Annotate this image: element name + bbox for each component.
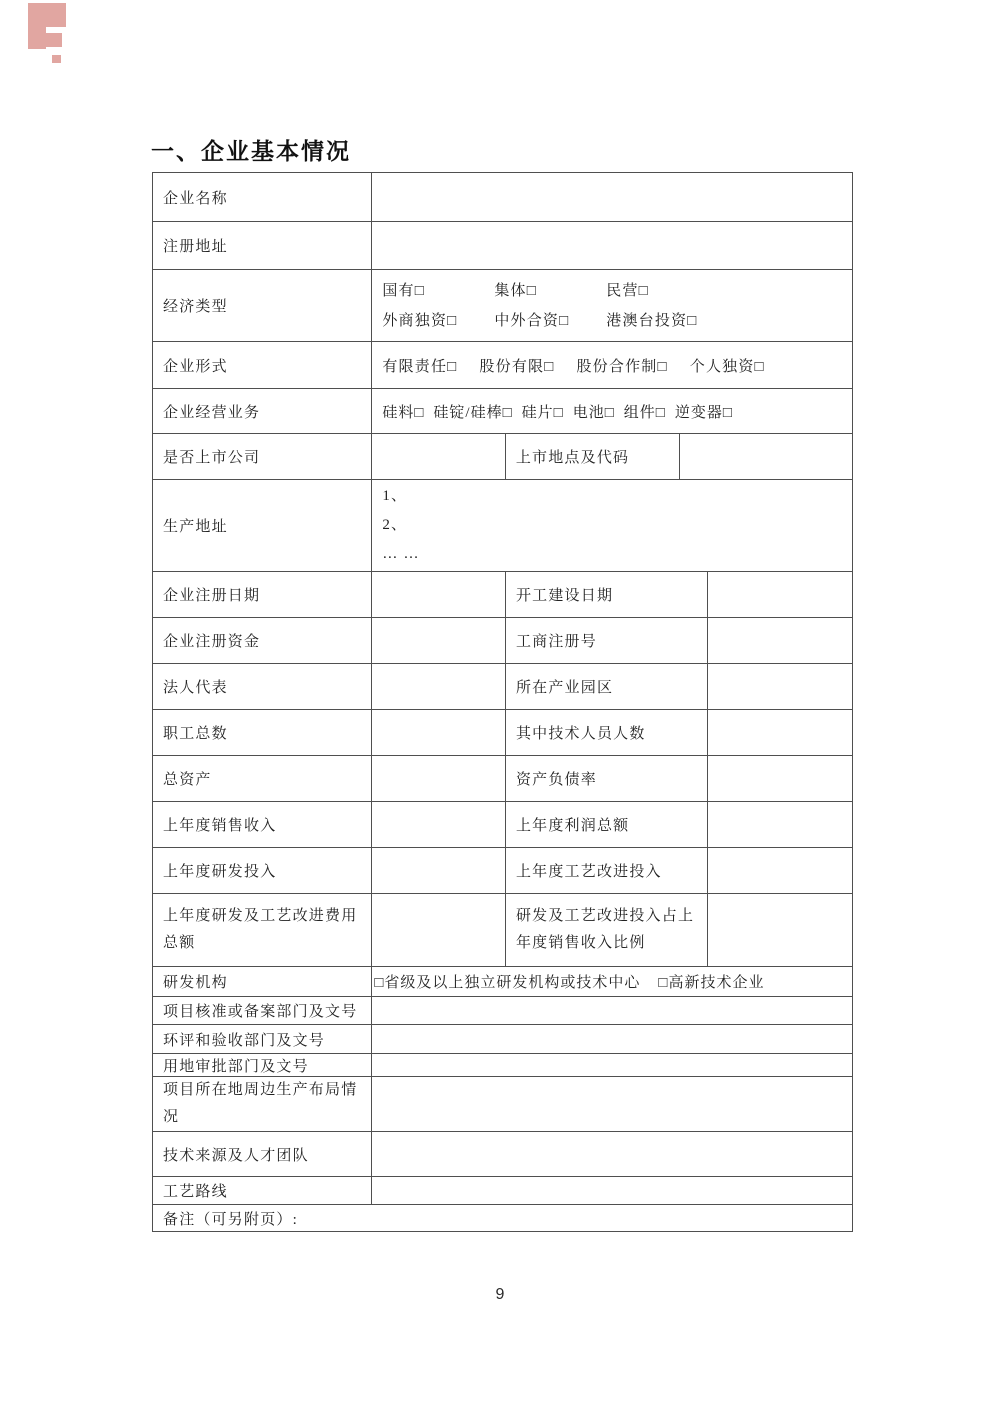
checkbox-option: 中外合资□: [494, 312, 570, 329]
field-value: [707, 894, 852, 966]
field-value: [371, 894, 505, 966]
row-rd-investment: [153, 847, 852, 893]
field-value: [707, 618, 852, 663]
field-label: 法人代表: [163, 680, 228, 696]
checkbox-option: 硅片□: [521, 404, 564, 421]
row-economic-type: [153, 269, 852, 341]
field-label: [153, 894, 371, 966]
field-label: 技术来源及人才团队: [163, 1147, 309, 1164]
row-legal-representative: [153, 663, 852, 709]
field-label: 开工建设日期: [505, 572, 707, 617]
field-value: [371, 802, 505, 847]
section-title: 一、企业基本情况: [151, 138, 351, 164]
field-label: 企业注册日期: [163, 588, 261, 604]
field-label: 上年度工艺改进投入: [505, 848, 707, 893]
field-label: 环评和验收部门及文号: [163, 1032, 326, 1049]
field-value: [371, 710, 505, 755]
row-technology-source: [153, 1131, 852, 1176]
field-value: [707, 802, 852, 847]
field-label: 企业名称: [163, 190, 228, 207]
field-value: [707, 664, 852, 709]
row-remark: [153, 1204, 852, 1231]
field-label: 项目核准或备案部门及文号: [163, 1004, 358, 1020]
checkbox-option: 集体□: [494, 282, 537, 299]
options-line-1: [382, 276, 713, 306]
row-company-form: [153, 341, 852, 388]
row-company-name: [153, 173, 852, 221]
checkbox-option: 股份有限□: [479, 358, 555, 375]
row-listed-company: [153, 433, 852, 479]
field-label: 上年度研发投入: [163, 864, 277, 880]
checkbox-option: 个人独资□: [689, 358, 765, 375]
checkbox-option: 硅锭/硅棒□: [433, 404, 513, 421]
field-label: 是否上市公司: [163, 450, 261, 466]
field-options: [371, 389, 852, 433]
page-number: 9: [495, 1286, 505, 1303]
field-value: [707, 848, 852, 893]
field-label: 所在产业园区: [505, 664, 707, 709]
field-label: 企业形式: [163, 358, 228, 375]
field-label: 企业注册资金: [163, 634, 261, 650]
field-label-text: 研发及工艺改进投入占上年度销售收入比例: [515, 908, 695, 951]
field-label-text: 项目所在地周边生产布局情况: [163, 1082, 358, 1125]
row-sales-revenue: [153, 801, 852, 847]
checkbox-option: 国有□: [382, 282, 426, 299]
field-value: [371, 848, 505, 893]
row-surrounding-layout: [153, 1076, 852, 1131]
enterprise-info-table: [152, 172, 853, 1232]
field-value: [371, 664, 505, 709]
row-rd-process-expense: [153, 893, 852, 966]
address-line: 1、: [382, 488, 408, 504]
field-options: [371, 967, 852, 996]
field-value: [371, 1054, 852, 1076]
checkbox-option: 外商独资□: [382, 312, 458, 329]
stamp-artifact: [28, 27, 46, 49]
checkbox-option: 民营□: [606, 282, 649, 299]
field-value: [707, 756, 852, 801]
field-label: 备注（可另附页）:: [163, 1211, 298, 1228]
field-value: [371, 480, 852, 571]
checkbox-option: 组件□: [623, 404, 666, 421]
field-value: [371, 997, 852, 1024]
row-production-address: [153, 479, 852, 571]
field-value: [371, 1077, 852, 1131]
row-registration-date: [153, 571, 852, 617]
field-value: [371, 572, 505, 617]
field-label: 上市地点及代码: [505, 434, 679, 479]
row-total-assets: [153, 755, 852, 801]
row-employee-count: [153, 709, 852, 755]
field-options: [371, 342, 852, 388]
field-label: 资产负债率: [505, 756, 707, 801]
address-line: 2、: [382, 517, 408, 533]
stamp-artifact: [52, 55, 61, 63]
field-label: 经济类型: [163, 299, 228, 315]
field-label: 职工总数: [163, 726, 228, 742]
row-process-route: [153, 1176, 852, 1204]
field-label: 上年度销售收入: [163, 818, 277, 834]
row-project-approval: [153, 996, 852, 1024]
stamp-artifact: [46, 33, 62, 47]
field-label-text: 上年度研发及工艺改进费用总额: [163, 908, 358, 951]
row-registered-address: [153, 221, 852, 269]
field-value: [371, 222, 852, 269]
field-label: 用地审批部门及文号: [163, 1058, 309, 1075]
row-rd-institution: [153, 966, 852, 996]
stamp-artifact: [28, 3, 66, 27]
checkbox-option: 有限责任□: [382, 358, 458, 375]
field-options: [371, 270, 852, 341]
field-value: [371, 1177, 852, 1204]
field-value: [707, 710, 852, 755]
checkbox-option: 港澳台投资□: [606, 312, 698, 329]
field-label: 生产地址: [163, 519, 228, 535]
field-label: 工商注册号: [505, 618, 707, 663]
field-value: [371, 1025, 852, 1053]
field-value: [679, 434, 852, 479]
field-label: 研发机构: [163, 975, 228, 991]
checkbox-option: 逆变器□: [674, 404, 733, 421]
field-label: 总资产: [163, 772, 212, 788]
field-value: [371, 173, 852, 221]
field-label: 其中技术人员人数: [505, 710, 707, 755]
row-business-scope: [153, 388, 852, 433]
checkbox-option: 股份合作制□: [576, 358, 668, 375]
field-label: 注册地址: [163, 239, 228, 255]
row-registered-capital: [153, 617, 852, 663]
field-label: 企业经营业务: [163, 404, 261, 421]
field-value: [371, 434, 505, 479]
row-environmental-approval: [153, 1024, 852, 1053]
field-value: [371, 756, 505, 801]
options-line-2: [382, 306, 713, 336]
field-label: [505, 894, 707, 966]
checkbox-option: 电池□: [572, 404, 615, 421]
checkbox-option: □省级及以上独立研发机构或技术中心: [374, 975, 641, 991]
checkbox-option: □高新技术企业: [658, 975, 765, 991]
field-label: 上年度利润总额: [505, 802, 707, 847]
field-value: [371, 1132, 852, 1176]
checkbox-option: 硅料□: [382, 404, 425, 421]
field-label: [153, 1077, 371, 1131]
field-value: [707, 572, 852, 617]
field-value: [371, 618, 505, 663]
address-line: … …: [382, 546, 420, 562]
row-land-approval: [153, 1053, 852, 1076]
field-label: 工艺路线: [163, 1184, 228, 1200]
